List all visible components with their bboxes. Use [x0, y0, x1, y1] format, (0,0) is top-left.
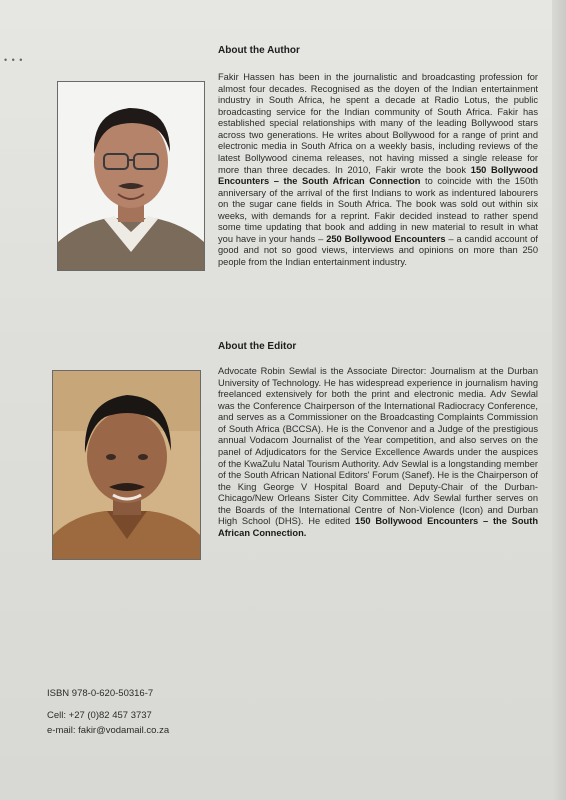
author-bio: Fakir Hassen has been in the journalistic and broadcasting profession for almost four decades. Recognised as the doyen of the Indian entertainment industry in South Africa, he spent a decade at Radio Lotus, the public broadcasting service for the Indian community of South Africa. Fakir has established special relationships with many of the leading Bollywood stars across two generations. He writes about Bollywood for a range of print and electronic media in South Africa on a weekly basis, including reviews of the latest Bollywood cinema releases, not having missed a single release for more than three decades. In 2010, Fakir wrote the book 150 Bollywood Encounters – the South African Connection to coincide with the 150th anniversary of the arrival of the first Indians to work as indentured labourers on the sugar cane fields in South Africa. The book was sold out within six weeks, with demands for a reprint. Fakir decided instead to rather spend some time updating that book and adding in new material to result in what you have in your hands – 250 Bollywood Encounters – a candid account of good and not so good views, interviews and opinions on more than 250 people from the Indian entertainment industry.: [218, 72, 538, 267]
author-heading: About the Author: [218, 45, 300, 56]
page-edge: [552, 0, 566, 800]
isbn: ISBN 978-0-620-50316-7: [47, 688, 154, 699]
margin-mark: • • •: [4, 55, 24, 65]
cell-number: Cell: +27 (0)82 457 3737: [47, 710, 152, 721]
editor-photo: [52, 370, 201, 560]
editor-bio: Advocate Robin Sewlal is the Associate Director: Journalism at the Durban University of Technology. He has widespread experience in journalism having freelanced extensively for both the print and electronic media. Adv Sewlal was the Conference Chairperson of the International Radiocracy Conference, and serves as a Commissioner on the Broadcasting Complaints Commission of South Africa (BCCSA). He is the Convenor and a Judge of the prestigious annual Vodacom Journalist of the Year competition, and also serves on the panel of Adjudicators for the Service Excellence Awards under the auspices of the KwaZulu Natal Tourism Authority. Adv Sewlal is a longstanding member of the South African National Editors' Forum (Sanef). He is the Chairperson of the King George V Hospital Board and Deputy-Chair of the Durban-Chicago/New Orleans Sister City Committee. Adv Sewlal further serves on the Boards of the International Centre of Non-Violence (Icon) and Durban High School (DHS). He edited 150 Bollywood Encounters – the South African Connection.: [218, 366, 538, 538]
email: e-mail: fakir@vodamail.co.za: [47, 725, 170, 736]
author-photo: [57, 81, 205, 271]
editor-heading: About the Editor: [218, 341, 297, 352]
